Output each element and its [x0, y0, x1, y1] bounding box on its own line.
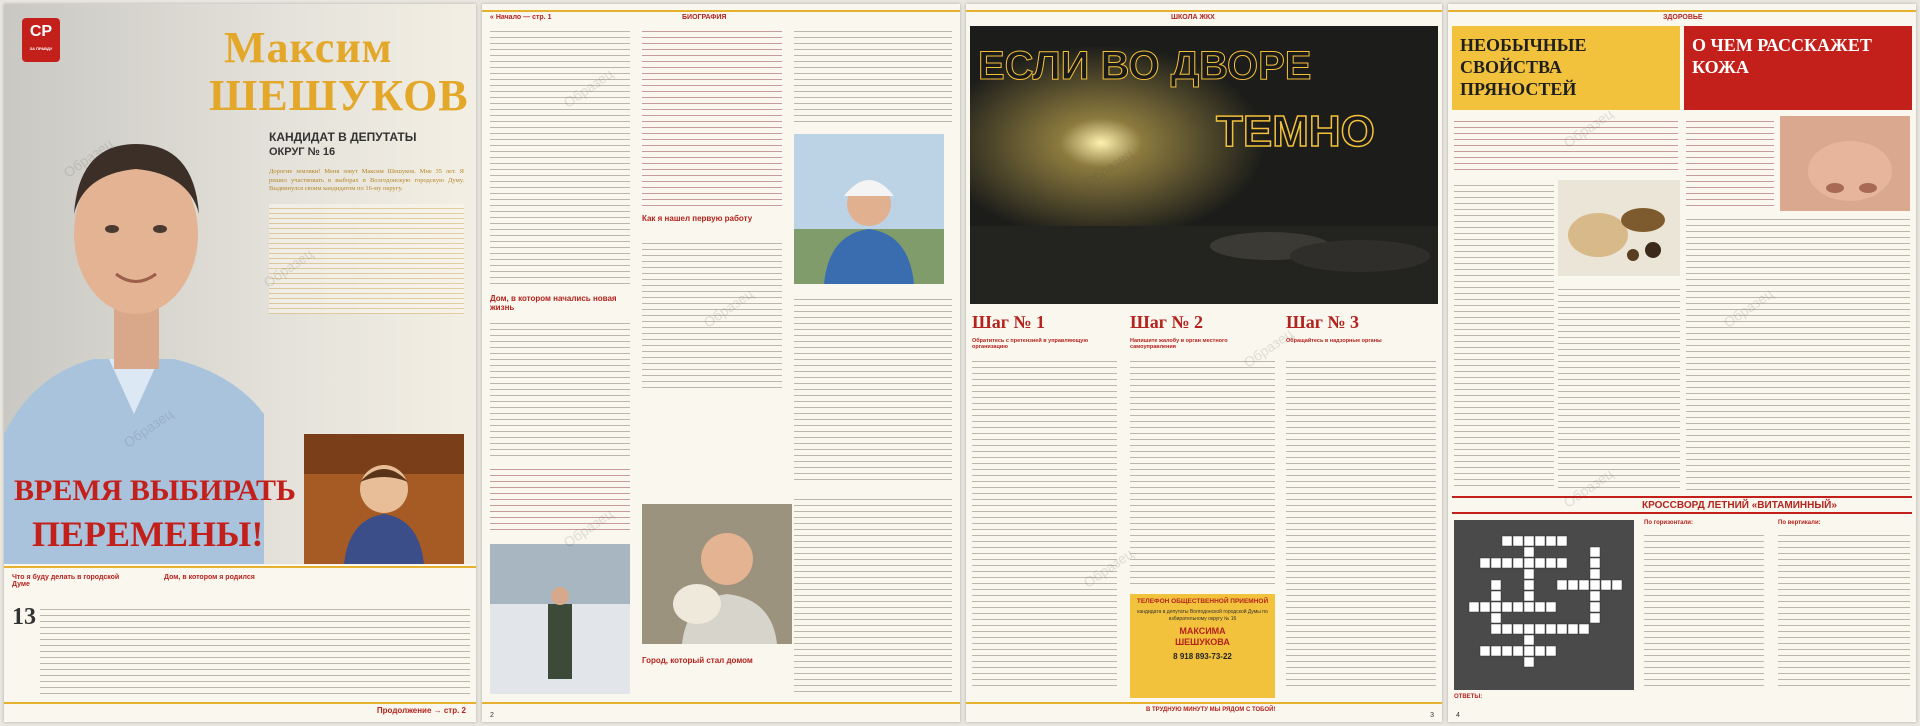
spices-photo: [1558, 180, 1680, 276]
crossword-cell: [1513, 646, 1523, 656]
crossword-cell: [1568, 580, 1578, 590]
crossword-cell: [1590, 613, 1600, 623]
crossword-cell: [1491, 558, 1501, 568]
dropcap-number: 13: [12, 604, 36, 630]
continue-footer: Продолжение → стр. 2: [376, 706, 466, 715]
page-1-cover: [4, 4, 476, 722]
text-column-2b: [642, 238, 782, 388]
crossword-cell: [1469, 602, 1479, 612]
reception-title: ТЕЛЕФОН ОБЩЕСТВЕННОЙ ПРИЕМНОЙ: [1136, 598, 1269, 605]
page-3-housing: [966, 4, 1442, 722]
crossword-cell: [1579, 580, 1589, 590]
divider-line: [4, 566, 476, 568]
step-2-caption: Напишите жалобу в орган местного самоуправления: [1130, 338, 1228, 350]
crossword-cell: [1480, 646, 1490, 656]
spices-text-right: [1558, 284, 1680, 490]
text-column-1b: [490, 318, 630, 458]
across-label: По горизонтали:: [1644, 520, 1693, 526]
reception-subtitle: кандидата в депутаты Волгодонской городской Думы по избирательному округу № 16: [1137, 609, 1268, 622]
section-label: ШКОЛА ЖКХ: [1171, 14, 1215, 21]
crossword-cell: [1491, 580, 1501, 590]
crossword-cell: [1524, 569, 1534, 579]
candidate-last-name: ШЕШУКОВ: [209, 71, 469, 120]
crossword-cell: [1590, 558, 1600, 568]
reception-name-2: ШЕШУКОВА: [1175, 637, 1230, 647]
candidate-first-name: Максим: [224, 23, 393, 72]
crossword-cell: [1524, 536, 1534, 546]
crossword-cell: [1557, 558, 1567, 568]
step-3-text: [1286, 356, 1436, 686]
crossword-cell: [1524, 646, 1534, 656]
text-column-3: [794, 26, 952, 126]
crossword-cell: [1590, 591, 1600, 601]
spices-title: НЕОБЫЧНЫЕ СВОЙСТВА ПРЯНОСТЕЙ: [1460, 35, 1587, 99]
header-back-link: « Начало — стр. 1: [490, 14, 552, 21]
page-number: 3: [1430, 712, 1434, 719]
page-4-health: [1448, 4, 1916, 722]
crossword-cell: [1546, 558, 1556, 568]
text-column-1c: [490, 464, 630, 534]
step-1-caption: Обратитесь с претензией в управляющую организацию: [972, 338, 1089, 350]
footer-line: [966, 702, 1442, 704]
across-clues: [1644, 530, 1764, 688]
skin-text: [1686, 214, 1910, 490]
spices-title-box: [1452, 26, 1680, 110]
crossword-cell: [1535, 536, 1545, 546]
footer-slogan: В ТРУДНУЮ МИНУТУ МЫ РЯДОМ С ТОБОЙ!: [1146, 707, 1276, 713]
crossword-cell: [1524, 635, 1534, 645]
nose-closeup-photo: [1780, 116, 1910, 211]
heading-work: Как я нашел первую работу: [642, 214, 753, 223]
reception-name-1: МАКСИМА: [1179, 626, 1226, 636]
crossword-cell: [1590, 602, 1600, 612]
childhood-photo: [304, 434, 464, 564]
intro-text-filler: [269, 204, 464, 314]
crossword-cell: [1524, 657, 1534, 667]
crossword-cell: [1568, 624, 1578, 634]
text-column-2: [642, 26, 782, 206]
step-2-text: [1130, 356, 1275, 586]
slogan-line-1: ВРЕМЯ ВЫБИРАТЬ: [14, 474, 296, 507]
skin-title-box: [1684, 26, 1912, 110]
header-line: [482, 10, 960, 12]
crossword-cell: [1491, 646, 1501, 656]
header-line: [966, 10, 1442, 12]
intro-text: Дорогие земляки! Меня зовут Максим Шешуков. Мне 35 лет. Я решил участвовать в выборах в Волгодонскую городскую Думу. Выдвинулся своим кандидатом по 16-му округу.: [269, 168, 464, 192]
crossword-cell: [1579, 624, 1589, 634]
headline-line-1: ЕСЛИ ВО ДВОРЕ: [978, 44, 1312, 88]
logo-text: СР: [29, 23, 53, 40]
heading-life: Дом, в котором начались новая жизнь: [490, 294, 617, 312]
spices-intro: [1454, 116, 1678, 172]
step-1-label: Шаг № 1: [972, 312, 1046, 332]
crossword-cell: [1524, 547, 1534, 557]
crossword-cell: [1601, 580, 1611, 590]
man-with-cat-photo: [642, 504, 792, 644]
reception-phone: 8 918 893-73-22: [1173, 652, 1232, 661]
candidate-district: ОКРУГ № 16: [269, 146, 336, 158]
crossword-cell: [1513, 602, 1523, 612]
crossword-cell: [1535, 558, 1545, 568]
crossword-cell: [1524, 558, 1534, 568]
crossword-cell: [1612, 580, 1622, 590]
crossword-cell: [1557, 536, 1567, 546]
crossword-cell: [1524, 591, 1534, 601]
crossword-cell: [1491, 624, 1501, 634]
page-2-biography: [482, 4, 960, 722]
header-line: [1448, 10, 1916, 12]
crossword-cell: [1491, 591, 1501, 601]
candidate-title: КАНДИДАТ В ДЕПУТАТЫ: [269, 130, 417, 144]
section-label: БИОГРАФИЯ: [682, 14, 727, 21]
crossword-cell: [1546, 624, 1556, 634]
soldier-winter-photo: [490, 544, 630, 694]
step-1-text: [972, 356, 1117, 686]
down-clues: [1778, 530, 1910, 688]
crossword-cell: [1535, 602, 1545, 612]
crossword-cell: [1524, 602, 1534, 612]
worker-helmet-photo: [794, 134, 944, 284]
crossword-cell: [1491, 613, 1501, 623]
crossword-cell: [1524, 624, 1534, 634]
footer-line: [4, 702, 476, 704]
heading-city: Город, который стал домом: [642, 656, 753, 665]
answers-label: ОТВЕТЫ:: [1454, 694, 1483, 700]
crossword-cell: [1502, 558, 1512, 568]
crossword-cell: [1480, 558, 1490, 568]
crossword-cell: [1557, 624, 1567, 634]
step-2-label: Шаг № 2: [1130, 312, 1204, 332]
skin-title: О ЧЕМ РАССКАЖЕТ КОЖА: [1692, 35, 1872, 77]
crossword-cell: [1513, 624, 1523, 634]
crossword-cell: [1502, 624, 1512, 634]
col1-heading: Что я буду делать в городской Думе: [12, 574, 120, 588]
text-column-1: [490, 26, 630, 286]
crossword-cell: [1502, 536, 1512, 546]
page-number: 4: [1456, 712, 1460, 719]
spices-list: [1454, 180, 1554, 490]
skin-intro: [1686, 116, 1774, 206]
party-logo: [22, 18, 60, 62]
reception-box: [1130, 594, 1275, 698]
crossword-cell: [1590, 569, 1600, 579]
crossword-heading-box: [1452, 496, 1912, 514]
section-label: ЗДОРОВЬЕ: [1663, 14, 1703, 21]
text-column-3c: [794, 494, 952, 694]
crossword-cell: [1590, 547, 1600, 557]
crossword-cell: [1513, 536, 1523, 546]
crossword-cell: [1546, 646, 1556, 656]
step-3-label: Шаг № 3: [1286, 312, 1360, 332]
footer-line: [482, 702, 960, 704]
crossword-cell: [1513, 558, 1523, 568]
crossword-cell: [1480, 602, 1490, 612]
slogan-line-2: ПЕРЕМЕНЫ!: [32, 514, 264, 554]
crossword-cell: [1502, 646, 1512, 656]
crossword-cell: [1546, 536, 1556, 546]
headline-line-2: ТЕМНО: [1216, 107, 1375, 156]
crossword-cell: [1590, 580, 1600, 590]
body-columns: [40, 604, 470, 694]
crossword-cell: [1546, 602, 1556, 612]
text-column-3b: [794, 294, 952, 484]
crossword-cell: [1557, 580, 1567, 590]
crossword-cell: [1535, 624, 1545, 634]
crossword-cell: [1491, 602, 1501, 612]
crossword-cell: [1535, 646, 1545, 656]
crossword-grid: [1454, 520, 1634, 690]
col2-heading: Дом, в котором я родился: [164, 574, 255, 581]
step-3-caption: Обращайтесь в надзорные органы: [1286, 338, 1382, 344]
page-number: 2: [490, 712, 494, 719]
crossword-cell: [1524, 580, 1534, 590]
crossword-cell: [1502, 602, 1512, 612]
logo-subtext: ЗА ПРАВДУ: [29, 46, 53, 51]
down-label: По вертикали:: [1778, 520, 1821, 526]
crossword-title: КРОССВОРД ЛЕТНИЙ «ВИТАМИННЫЙ»: [1642, 500, 1837, 511]
